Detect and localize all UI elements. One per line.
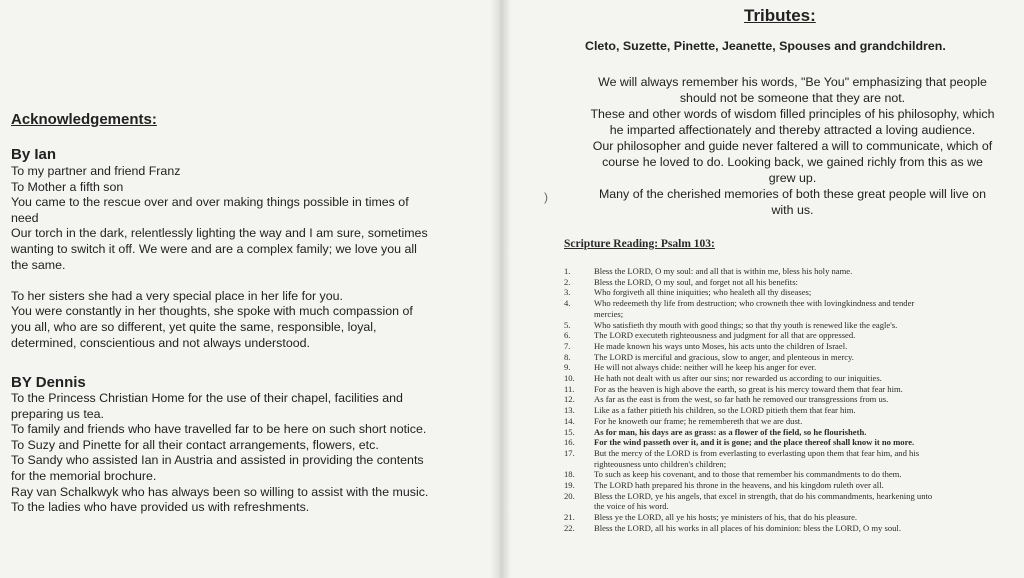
verse-text: Like as a father pitieth his children, so the LORD pitieth them that fear him. — [594, 405, 856, 416]
verse-number: 3. — [564, 287, 571, 298]
by-dennis-line: To family and friends who have travelled far to be here on such short notice. — [11, 422, 427, 437]
verse-number: 1. — [564, 266, 571, 276]
verse-number: 21. — [564, 512, 575, 523]
verse — [564, 330, 1019, 341]
page-fold — [489, 0, 511, 578]
verse — [564, 427, 1019, 438]
verse-text: For he knoweth our frame; he remembereth that we are dust. — [594, 415, 803, 426]
by-ian-line: determined, conscientious and not always understood. — [11, 335, 310, 350]
by-ian-line: wanting to switch it off. We were and are a complex family; we love you all — [11, 241, 417, 256]
verse — [564, 362, 1019, 373]
verse — [564, 523, 1019, 534]
tributes-text — [565, 74, 1020, 218]
verse-number: 14. — [564, 415, 575, 426]
by-ian-line: need — [11, 210, 39, 225]
verse-text: Bless the LORD, O my soul: and all that is within me, bless his holy name. — [594, 266, 853, 276]
verse-text: Who redeemeth thy life from destruction; who crowneth thee with lovingkindness and tender — [594, 298, 915, 309]
verse-text: Bless the LORD, ye his angels, that excel in strength, that do his commandments, hearkening unto — [594, 490, 933, 501]
verse — [564, 287, 1019, 298]
verse — [564, 352, 1019, 363]
by-dennis-line: To Suzy and Pinette for all their contact arrangements, flowers, etc. — [11, 437, 379, 452]
verse — [564, 373, 1019, 384]
verse-text: The LORD executeth righteousness and judgment for all that are oppressed. — [594, 330, 856, 341]
tribute-line: course he loved to do. Looking back, we gained richly from this as we — [602, 155, 983, 169]
verse-number: 18. — [564, 469, 575, 480]
verse — [564, 405, 1019, 416]
tribute-line: We will always remember his words, "Be You" emphasizing that people — [598, 75, 987, 89]
verse-text: Bless the LORD, O my soul, and forget not all his benefits: — [594, 276, 798, 287]
verse-number: 10. — [564, 373, 575, 384]
by-dennis-line: preparing us tea. — [11, 406, 104, 421]
verse-number: 8. — [564, 351, 571, 362]
verse-number: 6. — [564, 330, 571, 341]
verse-number: 13. — [564, 405, 575, 416]
by-ian-heading: By Ian — [11, 146, 57, 163]
verse — [564, 341, 1019, 352]
verse-text: Bless the LORD, all his works in all places of his dominion: bless the LORD, O my soul. — [594, 522, 901, 533]
verse-text: As far as the east is from the west, so far hath he removed our transgressions from us. — [594, 394, 889, 405]
verse-text: Who forgiveth all thine iniquities; who healeth all thy diseases; — [594, 287, 812, 298]
verse — [564, 491, 1019, 512]
tribute-line: These and other words of wisdom filled principles of his philosophy, which — [590, 107, 995, 121]
verse — [564, 277, 1019, 288]
by-ian-line: To Mother a fifth son — [11, 179, 124, 194]
verse-text: The LORD hath prepared his throne in the heavens, and his kingdom ruleth over all. — [594, 480, 884, 491]
verse-text: But the mercy of the LORD is from everlasting to everlasting upon them that fear him, and his — [594, 447, 920, 458]
verse — [564, 512, 1019, 523]
tribute-line: Many of the cherished memories of both these great people will live on — [598, 187, 987, 201]
by-ian-line: You were constantly in her thoughts, she spoke with much compassion of — [11, 304, 413, 319]
verse-number: 5. — [564, 319, 571, 330]
by-ian-line: the same. — [11, 257, 66, 272]
verse — [564, 480, 1019, 491]
left-page — [0, 0, 490, 578]
by-ian-line: you all, who are so different, yet quite the same, responsible, loyal, — [11, 319, 377, 334]
by-dennis-line: Ray van Schalkwyk who has always been so willing to assist with the music. — [11, 484, 429, 499]
by-ian-line: You came to the rescue over and over making things possible in times of — [11, 195, 409, 210]
verse-number: 7. — [564, 340, 571, 351]
paragraph-gap — [11, 273, 463, 289]
verse-number: 17. — [564, 447, 575, 458]
verse — [564, 266, 1019, 277]
verse-number: 2. — [564, 276, 571, 287]
by-dennis-line: for the memorial brochure. — [11, 468, 157, 483]
verse — [564, 469, 1019, 480]
by-dennis-line: To the Princess Christian Home for the use of their chapel, facilities and — [11, 391, 403, 405]
verse-text: For the wind passeth over it, and it is gone; and the place thereof shall know it no more. — [594, 437, 915, 448]
verse-text: Who satisfieth thy mouth with good things; so that thy youth is renewed like the eagle's. — [594, 319, 898, 330]
verse-text: Bless ye the LORD, all ye his hosts; ye ministers of his, that do his pleasure. — [594, 512, 858, 523]
by-ian-line: To my partner and friend Franz — [11, 164, 181, 178]
tribute-line: grew up. — [768, 171, 817, 185]
verse — [564, 394, 1019, 405]
verse — [564, 298, 1019, 319]
scripture-heading: Scripture Reading: Psalm 103: — [564, 238, 715, 250]
by-ian-lines — [11, 164, 463, 351]
verse-text: For as the heaven is high above the earth, so great is his mercy toward them that fear him. — [594, 383, 903, 394]
verse-text: To such as keep his covenant, and to those that remember his commandments to do them. — [594, 469, 902, 480]
verse — [564, 320, 1019, 331]
by-dennis-lines — [11, 391, 463, 516]
by-ian-line: To her sisters she had a very special place in her life for you. — [11, 288, 343, 303]
verse-number: 12. — [564, 394, 575, 405]
verse — [564, 437, 1019, 448]
tributes-subtitle: Cleto, Suzette, Pinette, Jeanette, Spouses and grandchildren. — [585, 39, 946, 53]
right-page — [510, 0, 1024, 578]
verse-number: 15. — [564, 426, 575, 437]
verse-number: 9. — [564, 362, 571, 373]
verse — [564, 384, 1019, 395]
tributes-heading: Tributes: — [744, 6, 816, 25]
verse-text: He hath not dealt with us after our sins; nor rewarded us according to our iniquities. — [594, 373, 882, 384]
by-dennis-line: To Sandy who assisted Ian in Austria and assisted in providing the contents — [11, 453, 424, 468]
verse-continuation: righteousness unto children's children; — [594, 458, 727, 469]
by-ian-line: Our torch in the dark, relentlessly lighting the way and I am sure, sometimes — [11, 226, 428, 241]
verse-continuation: the voice of his word. — [594, 501, 669, 512]
verse-text: He made known his ways unto Moses, his acts unto the children of Israel. — [594, 340, 848, 351]
verse-number: 19. — [564, 480, 575, 491]
tribute-line: Our philosopher and guide never faltered a will to communicate, which of — [592, 139, 993, 153]
binding-mark: ) — [544, 190, 548, 204]
verse-number: 16. — [564, 437, 575, 448]
tribute-line: with us. — [771, 203, 814, 217]
verse-text: As for man, his days are as grass: as a flower of the field, so he flourisheth. — [594, 426, 867, 437]
scripture-verses — [564, 266, 1019, 534]
tribute-line: should not be someone that they are not. — [679, 91, 906, 105]
by-dennis-heading: BY Dennis — [11, 374, 86, 391]
verse-text: The LORD is merciful and gracious, slow to anger, and plenteous in mercy. — [594, 351, 854, 362]
verse — [564, 416, 1019, 427]
verse-number: 11. — [564, 383, 575, 394]
tribute-line: he imparted affectionately and thereby attracted a loving audience. — [609, 123, 976, 137]
verse-number: 20. — [564, 490, 575, 501]
acknowledgements-heading: Acknowledgements: — [11, 111, 157, 128]
verse-text: He will not always chide: neither will he keep his anger for ever. — [594, 362, 817, 373]
by-dennis-line: To the ladies who have provided us with refreshments. — [11, 500, 310, 515]
verse-continuation: mercies; — [594, 308, 624, 319]
verse — [564, 448, 1019, 469]
verse-number: 4. — [564, 298, 571, 309]
verse-number: 22. — [564, 522, 575, 533]
